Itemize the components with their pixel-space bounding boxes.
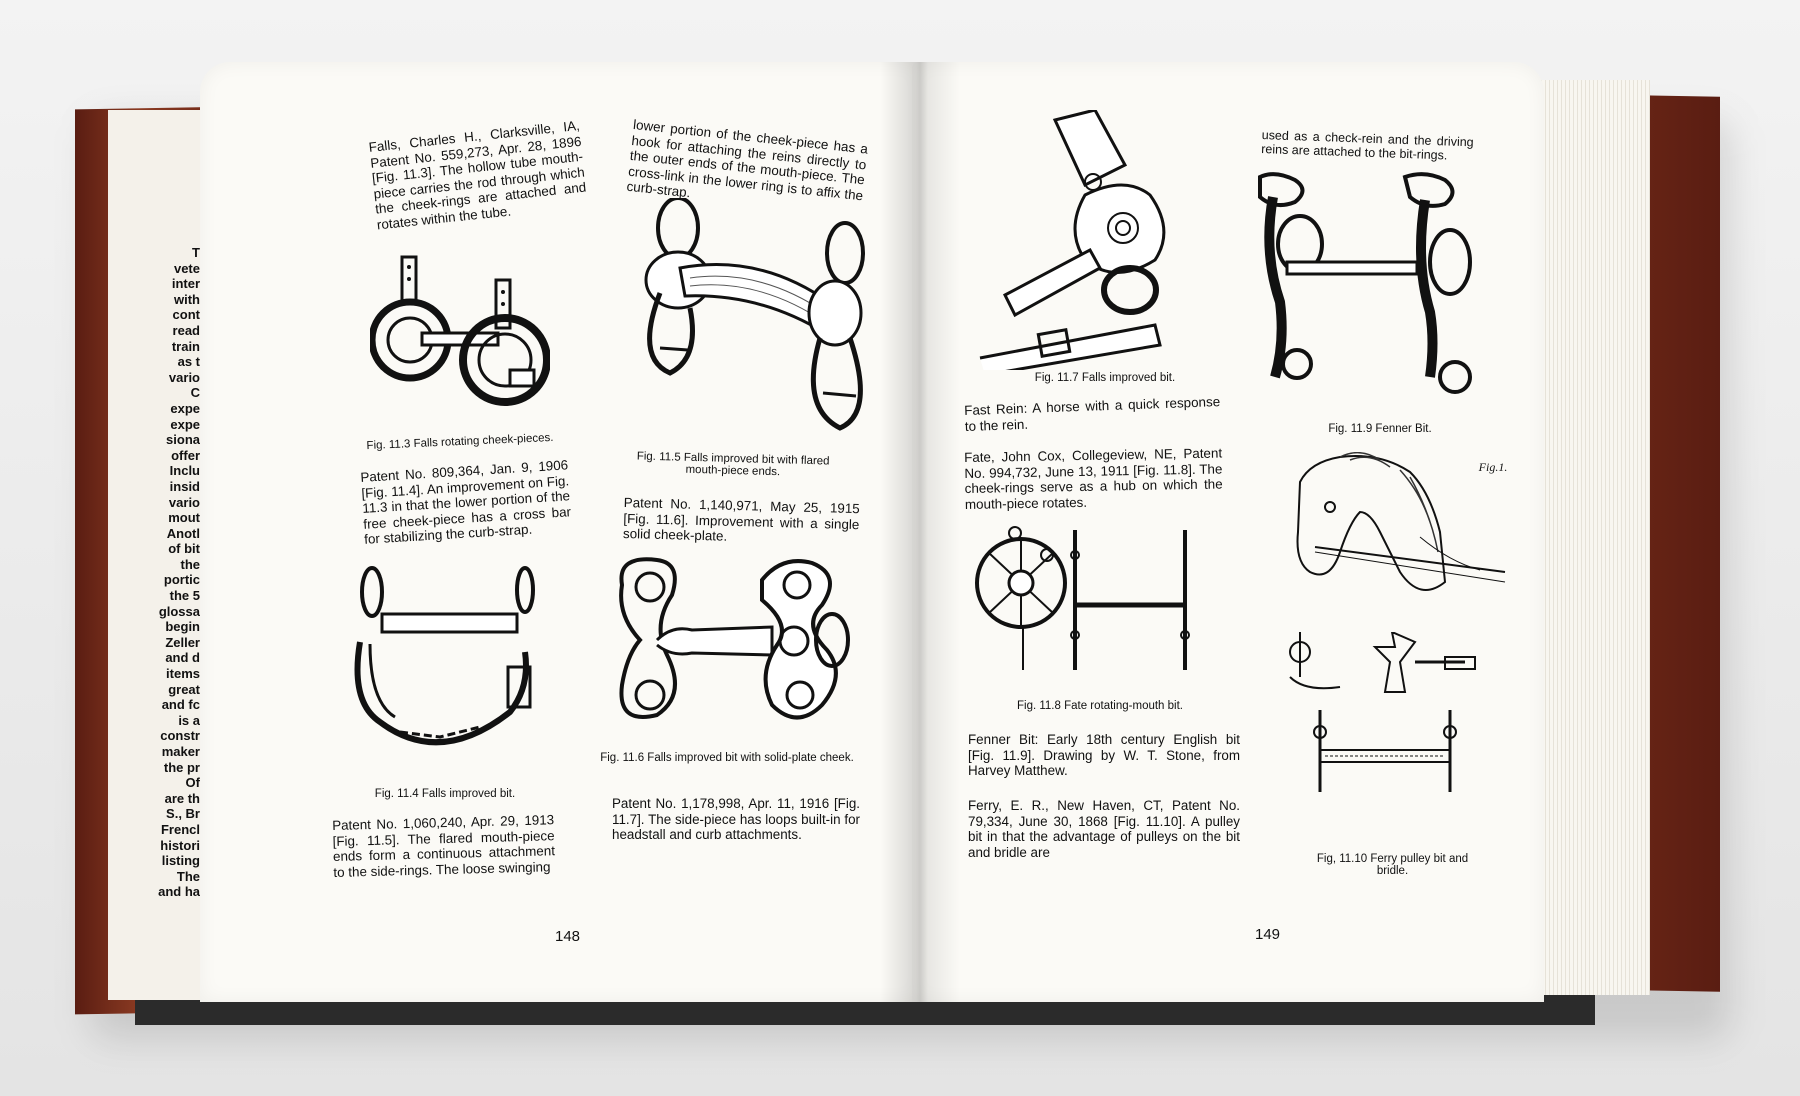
underlying-page-line: Zeller xyxy=(165,634,200,650)
underlying-page-line: train xyxy=(171,338,200,354)
underlying-page-line: is a xyxy=(178,712,200,728)
entry-patent-1906: Patent No. 809,364, Jan. 9, 1906 [Fig. 11.4]. An improvement on Fig. 11.3 in that the lower portion of the free cheek-piece has a cross bar for stabilizing the curb-strap. xyxy=(360,457,572,547)
entry-patent-1913: Patent No. 1,060,240, Apr. 29, 1913 [Fig. 11.5]. The flared mouth-piece ends form a continuous attachment to the side-rings. The loose swinging xyxy=(332,812,556,880)
page-number-148: 148 xyxy=(555,928,581,945)
underlying-page-line: The xyxy=(176,868,200,884)
underlying-page-line: S., Br xyxy=(166,806,200,822)
underlying-page-line: Of xyxy=(185,775,200,791)
entry-fast-rein: Fast Rein: A horse with a quick response to the rein. xyxy=(964,394,1221,434)
underlying-page-line: vario xyxy=(168,369,200,385)
caption-fig-11-3: Fig. 11.3 Falls rotating cheek-pieces. xyxy=(366,431,554,453)
underlying-page-text xyxy=(140,245,200,900)
caption-fig-11-10: Fig, 11.10 Ferry pulley bit and bridle. xyxy=(1316,853,1469,877)
underlying-page-line: vario xyxy=(168,494,200,510)
page-edges-right xyxy=(1530,80,1650,995)
underlying-page-line: and d xyxy=(165,650,200,666)
entry-patent-1916: Patent No. 1,178,998, Apr. 11, 1916 [Fig. 11.7]. The side-piece has loops built-in for headstall and curb attachments. xyxy=(612,796,860,842)
caption-fig-11-9: Fig. 11.9 Fenner Bit. xyxy=(1328,423,1432,435)
underlying-page-line: items xyxy=(166,666,200,682)
underlying-page-line: and ha xyxy=(158,884,200,900)
underlying-page-line: histori xyxy=(160,837,200,853)
book-gutter xyxy=(880,62,960,1002)
underlying-page-line: with xyxy=(174,291,200,307)
fig-11-6-illustration xyxy=(612,555,852,745)
underlying-page-line: and fc xyxy=(161,697,200,713)
underlying-page-line: expe xyxy=(170,416,200,432)
underlying-page-line: begin xyxy=(165,619,200,635)
underlying-page-line: portic xyxy=(163,572,200,588)
underlying-page-line: Frencl xyxy=(160,821,200,837)
underlying-page-line: constr xyxy=(160,728,200,744)
page-number-149: 149 xyxy=(1255,926,1281,943)
caption-fig-11-7: Fig. 11.7 Falls improved bit. xyxy=(1034,372,1176,384)
fig-11-9-illustration xyxy=(1255,172,1485,407)
underlying-page-line: listing xyxy=(161,853,200,869)
underlying-page-line: T xyxy=(192,245,200,260)
caption-fig-11-4: Fig. 11.4 Falls improved bit. xyxy=(374,788,516,800)
underlying-page-line: Inclu xyxy=(169,463,200,479)
entry-continued-check-rein: used as a check-rein and the driving reins are attached to the bit-rings. xyxy=(1261,128,1474,163)
underlying-page-line: the pr xyxy=(163,759,200,775)
underlying-page-line: vete xyxy=(173,260,200,276)
underlying-page-line: glossa xyxy=(158,603,200,619)
underlying-page-line: Anotl xyxy=(166,525,200,541)
entry-ferry-1868: Ferry, E. R., New Haven, CT, Patent No. 79,334, June 30, 1868 [Fig. 11.10]. A pulley bit in that the advantage of pulleys on the bit and bridle are xyxy=(968,798,1240,860)
underlying-page-line: expe xyxy=(170,400,200,416)
fig-11-3-illustration xyxy=(370,252,550,422)
underlying-page-line: inter xyxy=(171,276,200,292)
caption-fig-11-6: Fig. 11.6 Falls improved bit with solid-plate cheek. xyxy=(600,752,854,764)
entry-fate-1911: Fate, John Cox, Collegeview, NE, Patent No. 994,732, June 13, 1911 [Fig. 11.8]. The cheek-rings serve as a hub on which the mouth-piece rotates. xyxy=(964,445,1223,512)
fig-11-7-illustration xyxy=(975,110,1205,370)
fig-11-5-illustration xyxy=(630,198,870,438)
fig-label-handwritten: Fig.1. xyxy=(1478,460,1508,474)
entry-falls-1896: Falls, Charles H., Clarksville, IA, Patent No. 559,273, Apr. 28, 1896 [Fig. 11.3]. The hollow tube mouth-piece carries the rod through which the cheek-rings are attached and rotates within the tube. xyxy=(368,117,587,232)
underlying-page-line: great xyxy=(168,681,200,697)
underlying-page-line: read xyxy=(172,322,200,338)
fig-11-10-parts-illustration xyxy=(1280,632,1510,792)
underlying-page-line: siona xyxy=(166,432,200,448)
underlying-page-line: are th xyxy=(164,790,200,806)
fig-11-8-illustration xyxy=(975,525,1215,675)
underlying-page-line: offer xyxy=(171,447,200,463)
entry-continued-cheek-piece: lower portion of the cheek-piece has a hook for attaching the reins directly to the outer ends of the mouth-piece. The cross-link in the lower ring is to affix the curb-strap. xyxy=(625,117,869,203)
entry-fenner-bit: Fenner Bit: Early 18th century English bit [Fig. 11.9]. Drawing by W. T. Stone, from Harvey Matthew. xyxy=(968,732,1240,778)
underlying-page-line: the 5 xyxy=(169,588,200,604)
fig-11-10-horse-illustration xyxy=(1280,452,1510,627)
entry-patent-1915: Patent No. 1,140,971, May 25, 1915 [Fig. 11.6]. Improvement with a single solid cheek-plate. xyxy=(622,495,860,544)
underlying-page-line: cont xyxy=(172,307,200,323)
underlying-page-line: of bit xyxy=(168,541,200,557)
caption-fig-11-5: Fig. 11.5 Falls improved bit with flared mouth-piece ends. xyxy=(636,450,830,479)
underlying-page-line: as t xyxy=(177,354,200,370)
fig-11-4-illustration xyxy=(340,562,550,772)
underlying-page-line: mout xyxy=(168,510,200,526)
underlying-page-line: C xyxy=(190,385,200,401)
caption-fig-11-8: Fig. 11.8 Fate rotating-mouth bit. xyxy=(1017,700,1183,712)
underlying-page-line: the xyxy=(180,556,200,572)
underlying-page-line: insid xyxy=(169,478,200,494)
underlying-page-line: maker xyxy=(161,744,200,759)
